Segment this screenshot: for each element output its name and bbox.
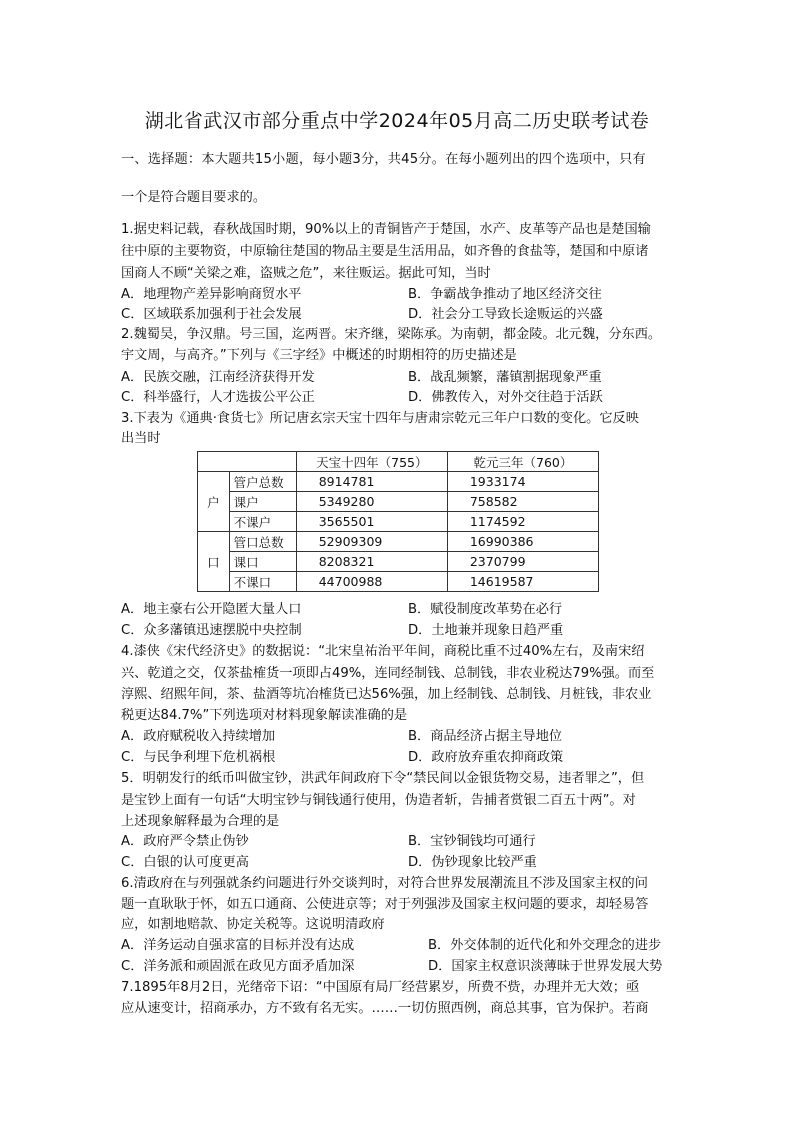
q3-option-b: B．赋役制度改革势在必行 (408, 602, 563, 617)
table-cell: 1933174 (447, 472, 598, 492)
table-group-label-kou: 口 (198, 532, 230, 592)
q4-stem-line: 4.漆侠《宋代经济史》的数据说：“北宋皇祐治平年间，商税比重不过40%左右，及南宋绍 (121, 644, 645, 659)
table-group-label-hu: 户 (198, 472, 230, 532)
table-row-label: 不课户 (229, 512, 296, 532)
q2-option-a: A．民族交融，江南经济获得开发 (121, 370, 315, 385)
table-cell: 758582 (447, 492, 598, 512)
q6-option-d: D．国家主权意识淡薄昧于世界发展大势 (428, 959, 663, 974)
table-row-label: 管口总数 (229, 532, 296, 552)
q7-stem-line: 7.1895年8月2日，光绪帝下诏：“中国原有局厂经营累岁，所费不赀，办理并无大效；亟 (121, 980, 640, 995)
q7-stem-line: 应从速变计，招商承办，方不致有名无实。……一切仿照西例，商总其事，官为保护。若商 (121, 1001, 649, 1016)
q2-stem-line: 宇文周，与高齐。”下列与《三字经》中概述的时期相符的历史描述是 (121, 348, 517, 363)
q3-option-a: A．地主豪右公开隐匿大量人口 (121, 602, 302, 617)
q3-stem-line: 3.下表为《通典·食货七》所记唐玄宗天宝十四年与唐肃宗乾元三年户口数的变化。它反映 (121, 411, 639, 426)
q4-stem-line: 淳熙、绍熙年间，茶、盐酒等坑冶榷货已达56%强，加上经制钱、总制钱、月桩钱，非农业 (121, 687, 652, 702)
q2-option-d: D．佛教传入，对外交往趋于活跃 (408, 390, 603, 405)
q1-option-c: C．区域联系加强利于社会发展 (121, 307, 302, 322)
q6-stem-line: 应，如割地赔款、协定关税等。这说明清政府 (121, 917, 385, 932)
table-row (198, 552, 599, 572)
table-header-cell: 天宝十四年（755） (296, 452, 447, 472)
q6-option-a: A．洋务运动自强求富的目标并没有达成 (121, 938, 355, 953)
page-title: 湖北省武汉市部分重点中学2024年05月高二历史联考试卷 (144, 110, 650, 132)
q6-option-c: C．洋务派和顽固派在政见方面矛盾加深 (121, 959, 355, 974)
q3-stem-line: 出当时 (121, 431, 161, 446)
q3-option-c: C．众多藩镇迅速摆脱中央控制 (121, 623, 302, 638)
table-cell: 16990386 (447, 532, 598, 552)
q1-option-d: D．社会分工导致长途贩运的兴盛 (408, 307, 603, 322)
q5-option-b: B．宝钞铜钱均可通行 (408, 834, 536, 849)
q2-option-c: C．科举盛行，人才选拔公平公正 (121, 390, 315, 405)
q4-option-d: D．政府放弃重农抑商政策 (408, 750, 564, 765)
household-population-table (197, 451, 599, 592)
table-row (198, 472, 599, 492)
q2-option-b: B．战乱频繁，藩镇割据现象严重 (408, 370, 602, 385)
table-row (198, 572, 599, 592)
table-cell: 8208321 (296, 552, 447, 572)
q4-option-b: B．商品经济占据主导地位 (408, 729, 563, 744)
table-cell: 3565501 (296, 512, 447, 532)
table-cell: 1174592 (447, 512, 598, 532)
table-cell: 5349280 (296, 492, 447, 512)
table-cell: 2370799 (447, 552, 598, 572)
q3-option-d: D．土地兼并现象日趋严重 (408, 623, 564, 638)
q1-stem-line: 国商人不顾“关梁之难，盗贼之危”，来往贩运。据此可知，当时 (121, 266, 491, 281)
q5-option-a: A．政府严令禁止伪钞 (121, 834, 249, 849)
table-corner-cell (198, 452, 297, 472)
q4-stem-line: 兴、乾道之交，仅茶盐榷货一项即占49%，连同经制钱、总制钱，非农业税达79%强。而至 (121, 666, 655, 681)
q5-stem-line: 是宝钞上面有一句话“大明宝钞与铜钱通行使用，伪造者斩，告捕者赏银二百五十两”。对 (121, 793, 636, 808)
table-row-label: 课户 (229, 492, 296, 512)
q5-option-d: D．伪钞现象比较严重 (408, 855, 537, 870)
q4-stem-line: 税更达84.7%”下列选项对材料现象解读准确的是 (121, 708, 408, 723)
table-row (198, 532, 599, 552)
q6-option-b: B．外交体制的近代化和外交理念的进步 (428, 938, 662, 953)
q1-stem-line: 1.据史料记载，春秋战国时期，90%以上的青铜皆产于楚国，水产、皮革等产品也是楚国输 (121, 222, 651, 237)
q4-option-c: C．与民争利埋下危机祸根 (121, 750, 276, 765)
q5-stem-line: 5．明朝发行的纸币叫做宝钞，洪武年间政府下令“禁民间以金银货物交易，违者罪之”，但 (121, 771, 645, 786)
q1-stem-line: 往中原的主要物资，中原输往楚国的物品主要是生活用品，如齐鲁的食盐等，楚国和中原诸 (121, 244, 649, 259)
table-cell: 52909309 (296, 532, 447, 552)
table-row-label: 不课口 (229, 572, 296, 592)
q2-stem-line: 2.魏蜀吴，争汉鼎。号三国，迄两晋。宋齐继，梁陈承。为南朝，都金陵。北元魏，分东西。 (121, 327, 662, 342)
table-row-label: 课口 (229, 552, 296, 572)
table-cell: 14619587 (447, 572, 598, 592)
q4-option-a: A．政府赋税收入持续增加 (121, 729, 276, 744)
table-cell: 8914781 (296, 472, 447, 492)
table-row (198, 512, 599, 532)
q1-option-a: A．地理物产差异影响商贸水平 (121, 287, 302, 302)
q5-option-c: C．白银的认可度更高 (121, 855, 249, 870)
table-row-label: 管户总数 (229, 472, 296, 492)
q6-stem-line: 6.清政府在与列强就条约问题进行外交谈判时，对符合世界发展潮流且不涉及国家主权的问 (121, 876, 648, 891)
table-header-cell: 乾元三年（760） (447, 452, 598, 472)
q6-stem-line: 题一直耿耿于怀，如五口通商、公使进京等；对于列强涉及国家主权问题的要求，却轻易答 (121, 897, 649, 912)
table-row (198, 492, 599, 512)
table-header-row (198, 452, 599, 472)
q5-stem-line: 上述现象解释最为合理的是 (121, 814, 280, 829)
table-cell: 44700988 (296, 572, 447, 592)
q1-option-b: B．争霸战争推动了地区经济交往 (408, 287, 602, 302)
section-instruction-line2: 一个是符合题目要求的。 (121, 190, 267, 205)
section-instruction-line1: 一、选择题：本大题共15小题，每小题3分，共45分。在每小题列出的四个选项中，只有 (121, 152, 646, 167)
